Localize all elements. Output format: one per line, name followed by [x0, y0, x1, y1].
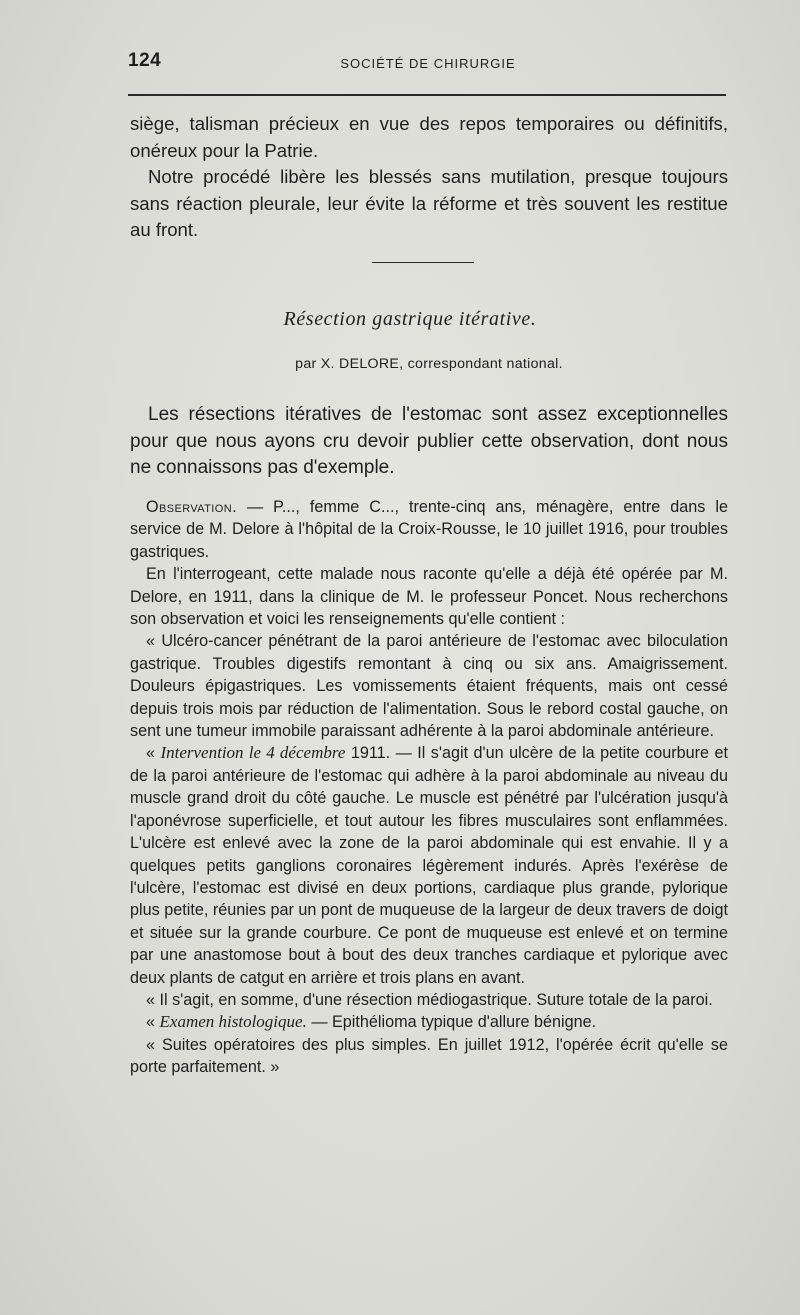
- intervention-heading: Intervention le 4 décembre: [160, 743, 346, 763]
- intro-text: [130, 111, 728, 244]
- quote-open-6: «: [146, 1013, 160, 1032]
- observation-text: [130, 496, 728, 1079]
- observation-paragraph-6: [130, 1011, 728, 1033]
- observation-label: Observation.: [146, 498, 237, 516]
- page-header: [128, 50, 728, 76]
- running-head: SOCIÉTÉ DE CHIRURGIE: [340, 56, 516, 71]
- quote-open-4: «: [146, 744, 161, 763]
- section-separator: [372, 262, 474, 263]
- observation-paragraph-1-text: — P..., femme C..., trente-cinq ans, ménagère, entre dans le service de M. Delore à l'hôpital de la Croix-Rousse, le 10 juillet 1916, pour troubles gastriques.: [130, 498, 728, 561]
- article-lead: [130, 402, 728, 482]
- observation-paragraph-4-text: 1911. — Il s'agit d'un ulcère de la petite courbure et de la paroi antérieure de l'estomac qui adhère à la paroi abdominale au niveau du muscle grand droit du côté gauche. Le muscle est pénétré par l'ulcération jusqu'à l'aponévrose superficielle, et tout autour les fibres musculaires sont enflammées. L'ulcère est enlevé avec la zone de la paroi abdominale qui est envahie. Il y a quelques petits ganglions coronaires légèrement indurés. Après l'exérèse de l'ulcère, l'estomac est divisé en deux portions, cardiaque plus grande, pylorique plus petite, réunies par un pont de muqueuse de la largeur de deux travers de doigt et située sur la grande courbure. Ce pont de muqueuse est enlevé et on termine par une anastomose bout à bout des deux tranches cardiaque et pylorique avec deux plants de catgut en arrière et trois plans en avant.: [130, 744, 729, 987]
- observation-paragraph-5: « Il s'agit, en somme, d'une résection médiogastrique. Suture totale de la paroi.: [146, 990, 713, 1009]
- observation-paragraph-2: En l'interrogeant, cette malade nous raconte qu'elle a déjà été opérée par M. Delore, en 1911, dans la clinique de M. le professeur Poncet. Nous recherchons son observation et voici les renseignements qu'elle contient :: [130, 565, 728, 629]
- observation-paragraph-6-text: — Epithélioma typique d'allure bénigne.: [306, 1013, 597, 1032]
- lead-paragraph: Les résections itératives de l'estomac sont assez exceptionnelles pour que nous ayons cru devoir publier cette observation, dont nous ne connaissons pas d'exemple.: [130, 404, 728, 478]
- observation-paragraph-4: [130, 742, 728, 988]
- header-rule: [128, 94, 726, 96]
- article-title: Résection gastrique itérative.: [283, 308, 537, 330]
- intro-paragraph-2: Notre procédé libère les blessés sans mutilation, presque toujours sans réaction pleurale, leur évite la réforme et très souvent les restitue au front.: [130, 166, 728, 240]
- histology-heading: Examen histologique.: [159, 1012, 307, 1032]
- intro-paragraph-1: siège, talisman précieux en vue des repos temporaires ou définitifs, onéreux pour la Patrie.: [130, 113, 728, 161]
- article-byline: par X. DELORE, correspondant national.: [295, 356, 563, 372]
- observation-paragraph-1: [130, 496, 728, 563]
- observation-paragraph-7: « Suites opératoires des plus simples. En juillet 1912, l'opérée écrit qu'elle se porte parfaitement. »: [130, 1035, 728, 1077]
- observation-paragraph-3: « Ulcéro-cancer pénétrant de la paroi antérieure de l'estomac avec biloculation gastrique. Troubles digestifs remontant à cinq ou six ans. Amaigrissement. Douleurs épigastriques. Les vomissements étaient fréquents, mais ont cessé depuis trois mois par réduction de l'alimentation. Sous le rebord costal gauche, on sent une tumeur immobile paraissant adhérente à la paroi abdominale antérieure.: [130, 632, 728, 741]
- page-number: 124: [128, 50, 162, 71]
